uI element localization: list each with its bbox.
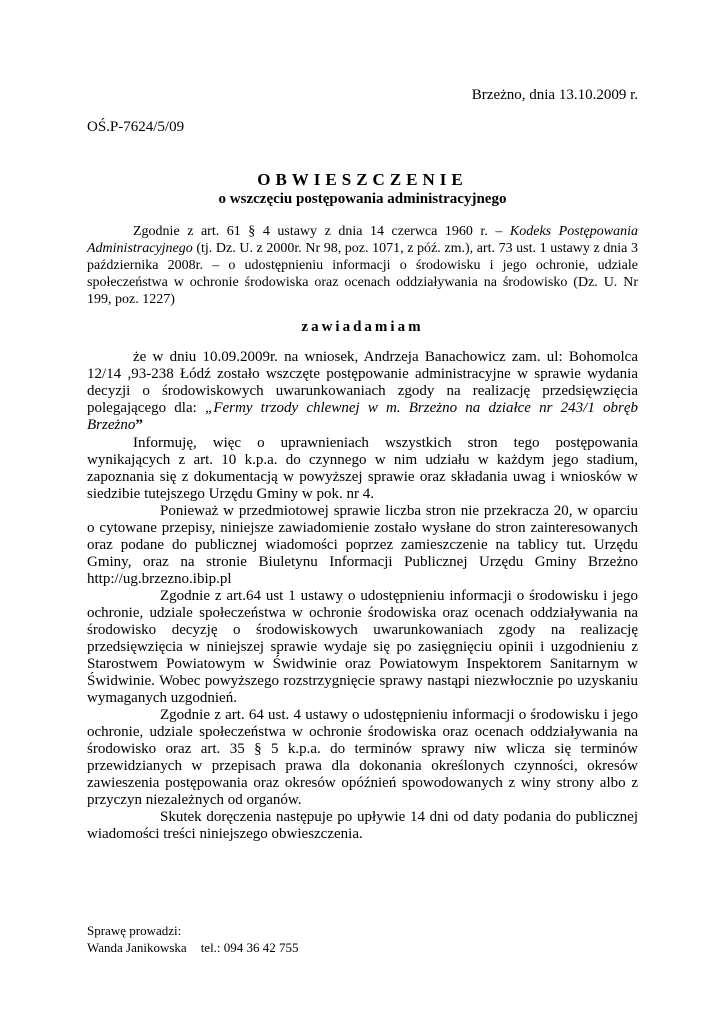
- project-name: „Fermy trzody chlewnej w m. Brzeżno na działce nr 243/1 obręb Brzeżno: [87, 400, 638, 433]
- case-handler-label: Sprawę prowadzi:: [87, 923, 182, 938]
- initiation-text: że w dniu 10.09.2009r. na wniosek, Andrzeja Banachowicz zam. ul: Bohomolca 12/14 ,93-238 Łódź zostało wszczęte postępowanie administracyjne w sprawie wydania decyzji o środowiskowych uwarunkowaniach zgody na realizację przedsięwzięcia polegającego dla:: [87, 349, 638, 416]
- initiation-paragraph: [87, 349, 638, 434]
- reference-number: OŚ.P-7624/5/09: [87, 119, 185, 135]
- project-close-quote: ”: [135, 417, 143, 433]
- body-paragraphs: [87, 435, 638, 843]
- case-handler-block: [87, 922, 299, 956]
- legal-basis-part2: (tj. Dz. U. z 2000r. Nr 98, poz. 1071, z póź. zm.), art. 73 ust. 1 ustawy z dnia 3 października 2008r. – o udostępnieniu informacji o środowisku i jego ochronie, udziale społeczeństwa w ochronie środowiska oraz ocenach oddziaływania na środowisko (Dz. U. Nr 199, poz. 1227): [87, 241, 638, 307]
- paragraph-delivery: Skutek doręczenia następuje po upływie 14 dni od daty podania do publicznej wiadomości treści niniejszego obwieszczenia.: [87, 809, 638, 842]
- case-handler-name: Wanda Janikowska: [87, 940, 187, 955]
- paragraph-consultation: Zgodnie z art.64 ust 1 ustawy o udostępnieniu informacji o środowisku i jego ochronie, udziale społeczeństwa w ochronie środowiska oraz ocenach oddziaływania na środowisko decyzję o środowiskowych uwarunkowaniach zgody na realizację przedsięwzięcia w niniejszej sprawie wydaje się po zasięgnięciu opinii i uzgodnieniu z Starostwem Powiatowym w Świdwinie oraz Powiatowym Inspektorem Sanitarnym w Świdwinie. Wobec powyższego rozstrzygnięcie sprawy nastąpi niezwłocznie po uzyskaniu wymaganych uzgodnień.: [87, 588, 638, 706]
- case-handler-phone: tel.: 094 36 42 755: [200, 940, 299, 955]
- legal-basis-part1: Zgodnie z art. 61 § 4 ustawy z dnia 14 czerwca 1960 r. –: [133, 224, 510, 239]
- legal-basis-paragraph: [87, 223, 638, 308]
- paragraph-notification: Ponieważ w przedmiotowej sprawie liczba stron nie przekracza 20, w oparciu o cytowane przepisy, niniejsze zawiadomienie zostało wysłane do stron zainteresowanych oraz podane do publicznej wiadomości poprzez zamieszczenie na tablicy tut. Urzędu Gminy, oraz na stronie Biuletynu Informacji Publicznej Urzędu Gminy Brzeżno http://ug.brzezno.ibip.pl: [87, 503, 638, 587]
- paragraph-rights: Informuję, więc o uprawnieniach wszystkich stron tego postępowania wynikających z art. 10 k.p.a. do czynnego w nim udziału w każdym jego stadium, zapoznania się z dokumentacją w powyższej sprawie oraz składania uwag i wniosków w siedzibie tutejszego Urzędu Gminy w pok. nr 4.: [87, 435, 638, 502]
- paragraph-deadlines: Zgodnie z art. 64 ust. 4 ustawy o udostępnieniu informacji o środowisku i jego ochronie, udziale społeczeństwa w ochronie środowiska oraz ocenach oddziaływania na środowisko oraz art. 35 § 5 k.p.a. do terminów sprawy niw wlicza się terminów przewidzianych w przepisach prawa dla dokonania określonych czynności, okresów zawieszenia postępowania oraz okresów opóźnień spowodowanych z winy strony albo z przyczyn niezależnych od organów.: [87, 707, 638, 808]
- case-handler-line: [87, 939, 299, 956]
- document-subtitle: o wszczęciu postępowania administracyjnego: [218, 191, 507, 207]
- document-date: Brzeżno, dnia 13.10.2009 r.: [471, 87, 638, 103]
- legal-code-name: Kodeks Postępowania Administracyjnego: [87, 224, 638, 256]
- document-title: OBWIESZCZENIE: [257, 170, 468, 189]
- notify-heading: zawiadamiam: [301, 319, 424, 335]
